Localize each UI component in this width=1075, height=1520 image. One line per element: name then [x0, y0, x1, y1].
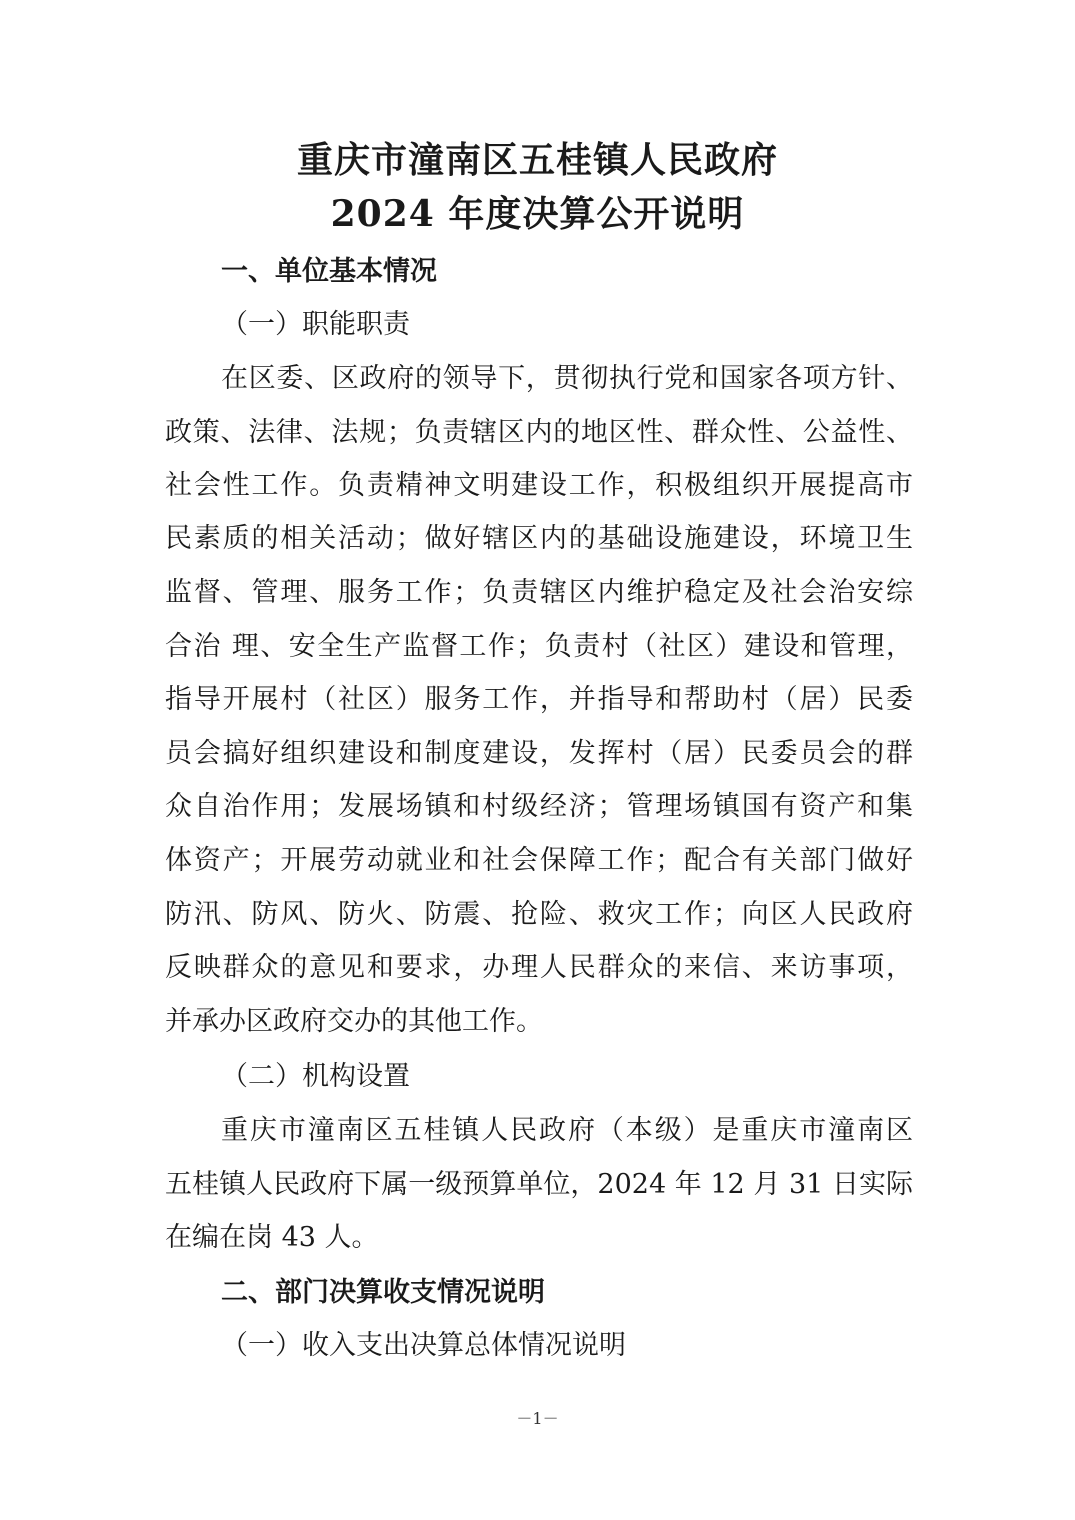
paragraph1-line: 反映群众的意见和要求，办理人民群众的来信、来访事项， [165, 952, 913, 983]
paragraph2-line: 重庆市潼南区五桂镇人民政府（本级）是重庆市潼南区 [221, 1115, 913, 1146]
section-heading-budget-explanation: 二、部门决算收支情况说明 [221, 1277, 545, 1308]
paragraph1-line: 民素质的相关活动；做好辖区内的基础设施建设，环境卫生 [165, 523, 913, 554]
paragraph1-line: 防汛、防风、防火、防震、抢险、救灾工作；向区人民政府 [165, 899, 913, 930]
paragraph1-line: 社会性工作。负责精神文明建设工作，积极组织开展提高市 [165, 470, 913, 501]
paragraph1-line: 合治 理、安全生产监督工作；负责村（社区）建设和管理， [165, 631, 913, 662]
paragraph1-line: 众自治作用；发展场镇和村级经济；管理场镇国有资产和集 [165, 791, 913, 822]
subsection-heading-functions: （一）职能职责 [221, 309, 410, 340]
paragraph1-line: 在区委、区政府的领导下，贯彻执行党和国家各项方针、 [221, 363, 913, 394]
paragraph1-line: 监督、管理、服务工作；负责辖区内维护稳定及社会治安综 [165, 577, 913, 608]
paragraph2-line: 在编在岗 43 人。 [165, 1222, 379, 1253]
document-title-line1: 重庆市潼南区五桂镇人民政府 [296, 139, 778, 181]
paragraph1-line: 指导开展村（社区）服务工作，并指导和帮助村（居）民委 [165, 684, 913, 715]
paragraph1-line: 并承办区政府交办的其他工作。 [165, 1006, 543, 1037]
page-number: －1－ [516, 1409, 559, 1428]
paragraph1-line: 政策、法律、法规；负责辖区内的地区性、群众性、公益性、 [165, 417, 913, 448]
subsection-heading-organization: （二）机构设置 [221, 1061, 410, 1092]
paragraph1-line: 员会搞好组织建设和制度建设，发挥村（居）民委员会的群 [165, 738, 913, 769]
paragraph1-line: 体资产；开展劳动就业和社会保障工作；配合有关部门做好 [165, 845, 913, 876]
document-title-line2: 2024 年度决算公开说明 [330, 193, 745, 235]
section-heading-unit-basic-info: 一、单位基本情况 [221, 256, 437, 287]
paragraph2-line: 五桂镇人民政府下属一级预算单位，2024 年 12 月 31 日实际 [165, 1169, 913, 1200]
subsection-heading-income-expenditure: （一）收入支出决算总体情况说明 [221, 1330, 626, 1361]
